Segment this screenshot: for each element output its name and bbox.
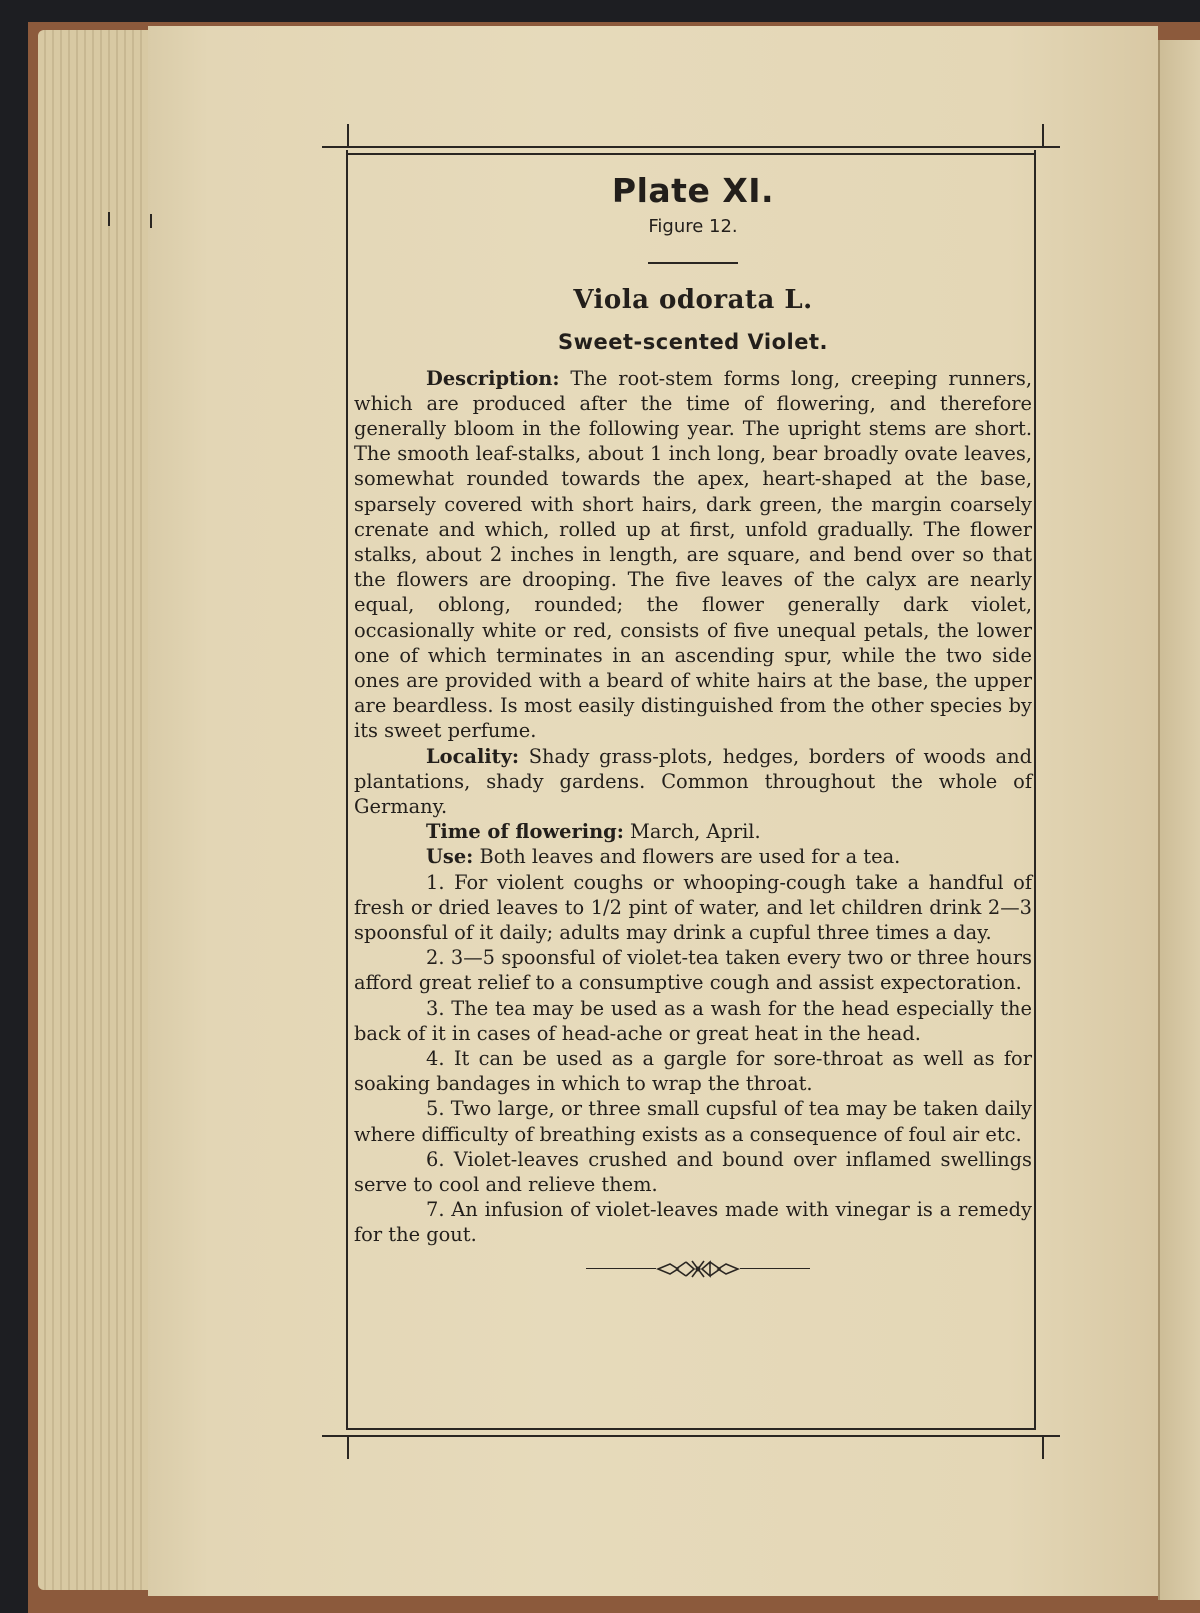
frame-top-inner-rule	[346, 153, 1036, 155]
next-page-edge	[1158, 40, 1200, 1600]
fraction: 1/2	[590, 895, 622, 919]
use-paragraph	[354, 844, 1032, 869]
page-edge-mark	[108, 212, 110, 226]
section-label: Use:	[426, 845, 474, 869]
plate-text-block	[354, 170, 1032, 1282]
frame-right-rule	[1034, 150, 1036, 1430]
frame-corner-tick	[1042, 1437, 1044, 1459]
use-item-5: 5. Two large, or three small cupsful of tea may be taken daily where difficulty of breathing exists as a consequence of foul air etc.	[354, 1097, 1032, 1146]
species-common-name: Sweet-scented Violet.	[558, 329, 828, 354]
frame-corner-tick	[347, 1437, 349, 1459]
floral-dingbat-icon	[656, 1256, 740, 1282]
use-item-2: 2. 3—5 spoonsful of violet-tea taken every two or three hours afford great relief to a consumptive cough and assist expectoration.	[354, 946, 1032, 995]
frame-bottom-inner-rule	[346, 1428, 1036, 1430]
frame-corner-tick	[1042, 124, 1044, 146]
plate-title: Plate XI.	[611, 171, 775, 210]
page-edge-mark	[150, 214, 152, 228]
use-item-4: 4. It can be used as a gargle for sore-throat as well as for soaking bandages in which to wrap the throat.	[354, 1046, 1032, 1096]
flowering-time-paragraph	[354, 819, 1032, 844]
frame-corner-tick	[347, 124, 349, 146]
closing-ornament	[354, 1256, 1032, 1282]
section-label: Time of flowering:	[426, 820, 624, 844]
section-label: Locality:	[426, 744, 520, 768]
title-divider	[648, 262, 738, 264]
use-item-7: 7. An infusion of violet-leaves made with vinegar is a remedy for the gout.	[354, 1198, 1032, 1247]
page-edges	[38, 30, 158, 1590]
section-text: Shady grass-plots, hedges, borders of woods and plantations, shady gardens. Common throughout the whole of Germany.	[354, 744, 1032, 818]
use-item-text: 1. For violent coughs or whooping-cough take a handful of fresh or dried leaves to	[354, 870, 1032, 919]
section-label: Description:	[426, 366, 560, 390]
use-item-1	[354, 870, 1032, 946]
use-item-6: 6. Violet-leaves crushed and bound over inflamed swellings serve to cool and relieve them.	[354, 1147, 1032, 1196]
body-text	[354, 366, 1032, 1248]
section-text: Both leaves and flowers are used for a tea.	[473, 845, 901, 869]
section-text: March, April.	[623, 820, 761, 844]
section-text: The root-stem forms long, creeping runners, which are produced after the time of flowering, and therefore generally bloom in the following year. The upright stems are short. The smooth leaf-stalks, about 1 inch long, bear broadly ovate leaves, somewhat rounded towards the apex, heart-shaped at the base, sparsely covered with short hairs, dark green, the margin coarsely crenate and which, rolled up at first, unfold gradually. The flower stalks, about 2 inches in length, are square, and bend over so that the flowers are drooping. The five leaves of the calyx are nearly equal, oblong, rounded; the flower generally dark violet, occasionally white or red, consists of five unequal petals, the lower one of which terminates in an ascending spur, while the two side ones are provided with a beard of white hairs at the base, the upper are beardless. Is most easily distinguished from the other species by its sweet perfume.	[354, 366, 1032, 743]
species-latin-name: Viola odorata L.	[573, 284, 813, 315]
frame-top-outer-rule	[322, 146, 1060, 148]
description-paragraph	[354, 366, 1032, 744]
use-item-text-continued: pint of water, and let children drink 2—3 spoonsful of it daily; adults may drink a cupful three times a day.	[354, 895, 1032, 944]
frame-bottom-outer-rule	[322, 1435, 1060, 1437]
ornament-line	[740, 1268, 810, 1270]
use-item-3: 3. The tea may be used as a wash for the head especially the back of it in cases of head-ache or great heat in the head.	[354, 996, 1032, 1045]
frame-left-rule	[346, 150, 348, 1430]
locality-paragraph	[354, 744, 1032, 820]
ornament-line	[586, 1268, 656, 1270]
figure-label: Figure 12.	[648, 216, 738, 237]
